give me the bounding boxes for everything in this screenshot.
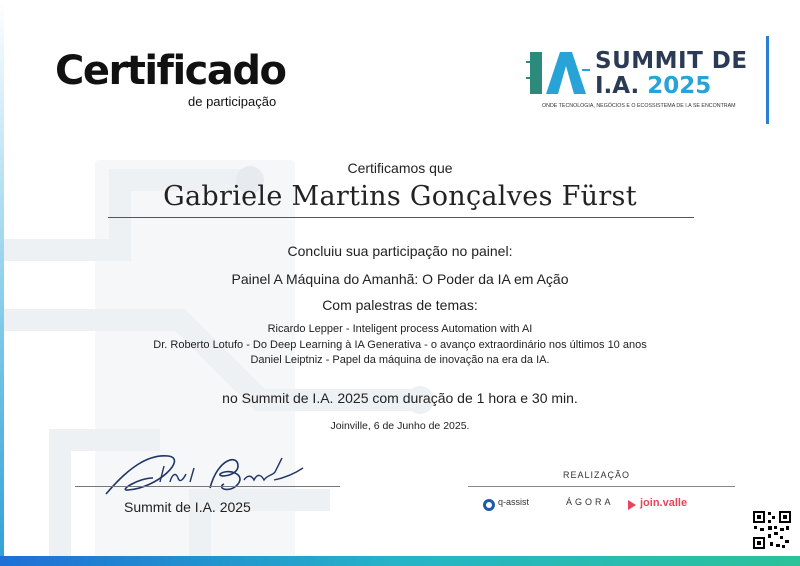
realization-divider	[468, 486, 735, 487]
participant-name: Gabriele Martins Gonçalves Fürst	[163, 181, 637, 212]
summit-logo	[520, 40, 790, 125]
panel-title: Painel A Máquina do Amanhã: O Poder da IA em Ação	[231, 271, 569, 287]
logo-line2	[595, 73, 711, 99]
logo-tagline: ONDE TECNOLOGIA, NEGÓCIOS E O ECOSSISTEMA DE I.A SE ENCONTRAM	[542, 103, 736, 109]
logo-line1: SUMMIT DE	[595, 48, 748, 74]
logo-year: 2025	[647, 73, 712, 99]
join-valle-logo-icon	[626, 498, 638, 512]
certify-text: Certificamos que	[347, 160, 453, 176]
logo-ia-text: I.A.	[595, 73, 640, 99]
ia-mark-icon	[526, 48, 590, 98]
qr-code-icon	[752, 510, 792, 550]
realization-heading: REALIZAÇÃO	[563, 470, 631, 480]
sponsor-agora: ÁGORA	[566, 497, 614, 507]
name-underline	[108, 217, 694, 218]
talk-item: Daniel Leiptniz - Papel da máquina de inovação na era da IA.	[250, 354, 550, 366]
q-assist-logo-icon	[482, 498, 496, 512]
sponsor-q-assist: q-assist	[498, 497, 530, 507]
talk-item: Ricardo Lepper - Inteligent process Automation with AI	[267, 323, 533, 335]
signature-label: Summit de I.A. 2025	[124, 499, 251, 515]
talks-heading: Com palestras de temas:	[322, 297, 478, 313]
duration-text: no Summit de I.A. 2025 com duração de 1 hora e 30 min.	[222, 390, 578, 406]
sponsor-join-valle: join.valle	[640, 497, 688, 509]
certificate-title: Certificado	[55, 48, 286, 94]
talk-item: Dr. Roberto Lotufo - Do Deep Learning à IA Generativa - o avanço extraordinário nos últimos 10 anos	[153, 339, 647, 351]
bottom-accent-bar	[0, 556, 800, 566]
place-date: Joinville, 6 de Junho de 2025.	[330, 420, 470, 432]
certificate-subtitle: de participação	[188, 94, 277, 109]
logo-divider	[766, 36, 769, 124]
signature-image	[98, 448, 308, 500]
concluded-text: Concluiu sua participação no painel:	[287, 243, 513, 259]
signature-line	[75, 486, 340, 487]
